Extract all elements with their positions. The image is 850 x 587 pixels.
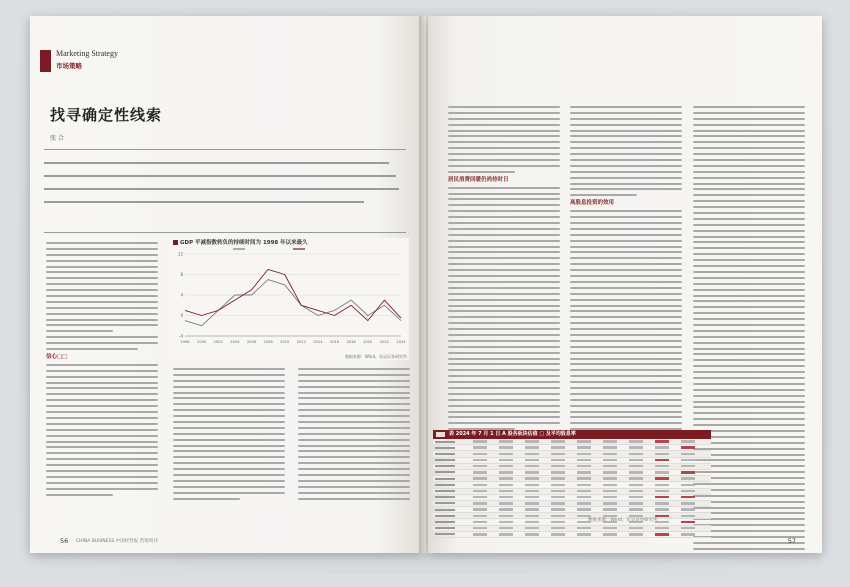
table-cell-value	[577, 453, 591, 455]
table-cell-value	[551, 471, 565, 473]
table-cell-value	[551, 490, 565, 492]
table-cell-value	[681, 446, 695, 448]
table-cell-value	[603, 446, 617, 448]
table-cell-value	[655, 477, 669, 479]
table-cell-value	[681, 440, 695, 442]
table-cell-value	[655, 484, 669, 486]
table-cell-name	[435, 471, 455, 473]
table-cell-value	[525, 465, 539, 467]
series-line-1	[185, 280, 401, 326]
x-tick-label: 2018	[346, 340, 356, 344]
table-cell-value	[655, 459, 669, 461]
table-cell-value	[681, 496, 695, 498]
table-cell-value	[681, 533, 695, 535]
table-cell-value	[551, 465, 565, 467]
table-cell-value	[499, 527, 513, 529]
table-cell-value	[629, 465, 643, 467]
table-cell-value	[473, 446, 487, 448]
table-cell-value	[551, 446, 565, 448]
gdp-deflator-chart	[173, 238, 409, 360]
table-cell-name	[435, 509, 455, 511]
table-cell-value	[655, 527, 669, 529]
table-cell-value	[499, 477, 513, 479]
x-tick-label: 2024	[396, 340, 406, 344]
table-cell-value	[603, 533, 617, 535]
table-cell-value	[629, 453, 643, 455]
table-cell-value	[499, 490, 513, 492]
table-cell-value	[525, 459, 539, 461]
table-cell-value	[629, 508, 643, 510]
x-tick-label: 2022	[379, 340, 389, 344]
table-cell-value	[525, 453, 539, 455]
table-cell-value	[525, 508, 539, 510]
section-marker	[40, 50, 51, 72]
table-cell-value	[655, 508, 669, 510]
table-cell-value	[681, 477, 695, 479]
table-cell-value	[473, 515, 487, 517]
table-cell-value	[629, 446, 643, 448]
table-cell-value	[577, 502, 591, 504]
table-cell-value	[499, 465, 513, 467]
table-cell-value	[525, 446, 539, 448]
page-footer-left: CHINA BUSINESS 中国经营报 营销周刊	[76, 539, 158, 544]
table-cell-value	[499, 453, 513, 455]
table-cell-value	[473, 502, 487, 504]
table-cell-value	[577, 459, 591, 461]
article-author: 张 合	[50, 135, 64, 142]
table-cell-value	[603, 484, 617, 486]
table-cell-value	[629, 490, 643, 492]
table-cell-value	[681, 521, 695, 523]
table-cell-value	[473, 465, 487, 467]
table-cell-value	[681, 515, 695, 517]
table-cell-value	[525, 533, 539, 535]
table-cell-name	[435, 465, 455, 467]
table-cell-value	[499, 508, 513, 510]
table-cell-value	[551, 521, 565, 523]
table-cell-name	[435, 459, 455, 461]
table-cell-value	[681, 508, 695, 510]
table-cell-value	[629, 477, 643, 479]
table-cell-value	[655, 490, 669, 492]
table-cell-value	[681, 453, 695, 455]
table-cell-value	[473, 440, 487, 442]
x-tick-label: 2010	[280, 340, 290, 344]
table-cell-value	[499, 484, 513, 486]
table-title: 表 2024 年 7 月 1 日 A 股各板块估值 □ 及平均股息率	[433, 430, 711, 439]
table-cell-value	[473, 459, 487, 461]
table-source: 数据来源：Wind、东吴证券研究所	[588, 518, 658, 523]
table-cell-value	[551, 440, 565, 442]
section-title-zh: 市场策略	[56, 62, 82, 70]
table-cell-value	[473, 471, 487, 473]
x-tick-label: 2008	[263, 340, 273, 344]
table-cell-value	[603, 496, 617, 498]
table-cell-name	[435, 484, 455, 486]
table-cell-name	[435, 496, 455, 498]
valuation-table	[433, 430, 711, 528]
table-cell-name	[435, 453, 455, 455]
table-cell-value	[525, 515, 539, 517]
table-cell-value	[551, 496, 565, 498]
table-cell-name	[435, 490, 455, 492]
table-cell-value	[473, 496, 487, 498]
table-cell-name	[435, 533, 455, 535]
table-cell-value	[499, 521, 513, 523]
table-cell-value	[603, 502, 617, 504]
table-cell-value	[499, 515, 513, 517]
table-cell-value	[525, 527, 539, 529]
table-cell-value	[473, 508, 487, 510]
table-cell-value	[655, 533, 669, 535]
table-cell-value	[629, 527, 643, 529]
table-cell-value	[525, 502, 539, 504]
subheading: 信心□□	[46, 353, 68, 360]
table-cell-value	[525, 471, 539, 473]
table-cell-value	[577, 440, 591, 442]
table-cell-value	[499, 496, 513, 498]
table-cell-name	[435, 447, 455, 449]
table-cell-value	[629, 440, 643, 442]
chart-plot	[173, 246, 409, 350]
subheading-dividend: 高股息投资的效用	[570, 200, 615, 207]
table-cell-name	[435, 478, 455, 480]
article-lead	[44, 149, 406, 233]
chart-source: 数据来源：Wind、东吴证券研究所	[344, 354, 407, 359]
table-cell-value	[681, 502, 695, 504]
x-tick-label: 2000	[197, 340, 207, 344]
subheading-consumption: 居民消费回暖仍尚待时日	[448, 176, 509, 183]
y-tick-label: 0	[180, 313, 183, 318]
table-cell-value	[473, 477, 487, 479]
left-column-1	[46, 242, 158, 499]
x-tick-label: 2020	[363, 340, 373, 344]
table-cell-value	[577, 477, 591, 479]
table-cell-value	[603, 508, 617, 510]
x-tick-label: 2016	[329, 340, 340, 344]
table-cell-value	[551, 459, 565, 461]
table-cell-value	[473, 490, 487, 492]
table-cell-value	[629, 484, 643, 486]
table-cell-value	[551, 508, 565, 510]
article-title: 找寻确定性线索	[50, 106, 163, 124]
table-cell-value	[551, 502, 565, 504]
table-cell-value	[473, 521, 487, 523]
table-cell-value	[473, 533, 487, 535]
x-tick-label: 2014	[313, 340, 323, 344]
y-tick-label: 8	[180, 272, 183, 277]
table-cell-value	[525, 440, 539, 442]
y-tick-label: 4	[180, 292, 183, 298]
table-cell-value	[655, 453, 669, 455]
table-cell-value	[525, 477, 539, 479]
table-cell-value	[681, 484, 695, 486]
table-cell-value	[603, 527, 617, 529]
table-cell-name	[435, 441, 455, 443]
table-cell-value	[681, 459, 695, 461]
table-cell-value	[525, 521, 539, 523]
table-cell-value	[603, 471, 617, 473]
table-cell-value	[603, 490, 617, 492]
table-cell-value	[655, 471, 669, 473]
table-cell-value	[577, 533, 591, 535]
y-tick-label: 12	[177, 251, 183, 257]
x-tick-label: 1998	[180, 340, 190, 344]
table-cell-value	[629, 471, 643, 473]
table-cell-value	[473, 484, 487, 486]
left-column-2	[173, 368, 285, 503]
table-cell-value	[499, 440, 513, 442]
table-cell-value	[473, 527, 487, 529]
table-body	[433, 439, 711, 538]
table-cell-value	[499, 446, 513, 448]
right-page	[428, 16, 822, 553]
table-cell-value	[655, 440, 669, 442]
table-cell-value	[629, 496, 643, 498]
table-cell-value	[603, 453, 617, 455]
table-cell-value	[681, 471, 695, 473]
table-cell-value	[525, 490, 539, 492]
table-cell-value	[499, 471, 513, 473]
table-cell-value	[577, 471, 591, 473]
table-cell-value	[525, 484, 539, 486]
table-cell-name	[435, 521, 455, 523]
table-cell-value	[577, 490, 591, 492]
table-cell-name	[435, 515, 455, 517]
table-cell-value	[629, 459, 643, 461]
right-column-1	[448, 106, 560, 434]
chart-title: GDP 平减指数转负的持续时间为 1998 年以来最久	[173, 238, 308, 246]
table-cell-value	[577, 496, 591, 498]
table-cell-value	[473, 453, 487, 455]
page-number-left: 56	[60, 537, 69, 545]
table-cell-value	[577, 508, 591, 510]
table-cell-value	[655, 502, 669, 504]
table-cell-value	[603, 465, 617, 467]
right-column-2	[570, 106, 682, 446]
y-tick-label: -4	[179, 333, 183, 339]
table-cell-value	[577, 465, 591, 467]
table-cell-value	[629, 533, 643, 535]
table-cell-value	[681, 490, 695, 492]
table-cell-value	[551, 453, 565, 455]
table-cell-value	[577, 527, 591, 529]
table-cell-value	[551, 477, 565, 479]
table-cell-value	[629, 502, 643, 504]
table-cell-value	[681, 527, 695, 529]
table-row	[433, 532, 711, 538]
x-tick-label: 2012	[296, 340, 306, 344]
table-cell-value	[655, 496, 669, 498]
table-cell-value	[499, 459, 513, 461]
table-cell-value	[655, 465, 669, 467]
table-cell-value	[525, 496, 539, 498]
table-cell-value	[551, 515, 565, 517]
left-column-3	[298, 368, 410, 503]
page-number-right: 57	[787, 537, 796, 545]
table-cell-value	[499, 533, 513, 535]
table-cell-name	[435, 502, 455, 504]
table-cell-value	[655, 446, 669, 448]
table-cell-value	[603, 440, 617, 442]
table-cell-value	[603, 459, 617, 461]
x-tick-label: 2002	[213, 340, 223, 344]
table-cell-value	[551, 527, 565, 529]
table-cell-value	[577, 446, 591, 448]
table-cell-name	[435, 527, 455, 529]
table-cell-value	[551, 484, 565, 486]
table-cell-value	[603, 477, 617, 479]
section-title-en: Marketing Strategy	[56, 49, 118, 58]
left-page	[30, 16, 423, 553]
table-cell-value	[499, 502, 513, 504]
table-cell-value	[551, 533, 565, 535]
table-cell-value	[681, 465, 695, 467]
x-tick-label: 2004	[230, 340, 240, 344]
x-tick-label: 2006	[246, 340, 257, 344]
table-cell-value	[577, 484, 591, 486]
